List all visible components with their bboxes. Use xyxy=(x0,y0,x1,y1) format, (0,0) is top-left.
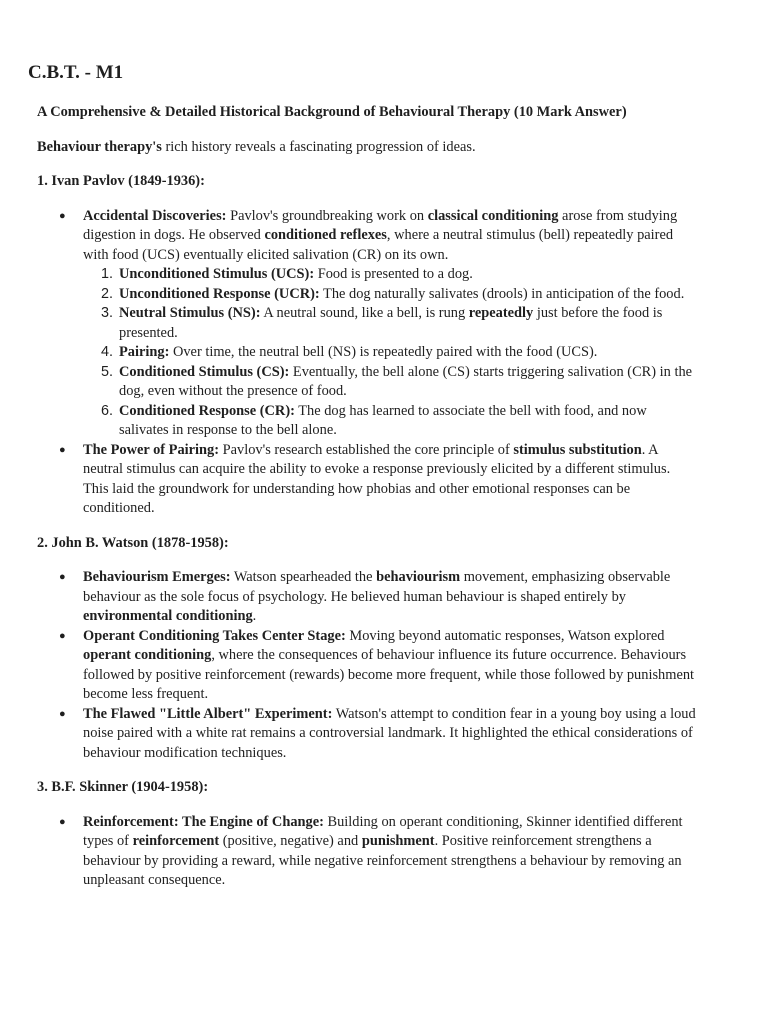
sections-container xyxy=(37,172,697,891)
bullet-label: Behaviourism Emerges: xyxy=(83,569,231,585)
text-run: Eventually, the bell alone (CS) starts triggering salivation (CR) in the dog, even without the presence of food. xyxy=(119,363,693,399)
numbered-steps xyxy=(83,265,697,441)
text-run: . A neutral stimulus can acquire the ability to evoke a response previously elicited by a different stimulus. This laid the groundwork for understanding how phobias and other emotional responses can be conditioned. xyxy=(83,441,671,516)
step-item xyxy=(83,304,697,343)
bullet-list xyxy=(37,813,697,891)
bold-term: classical conditioning xyxy=(427,207,559,224)
intro-text: rich history reveals a fascinating progression of ideas. xyxy=(161,138,476,155)
text-run: . Positive reinforcement strengthens a behaviour by providing a reward, while negative reinforcement strengthens a behaviour by removing an unpleasant consequence. xyxy=(83,833,682,888)
bold-term: environmental conditioning xyxy=(83,608,253,624)
bullet-item xyxy=(37,627,697,705)
step-number: 1. xyxy=(100,266,113,282)
text-run: Pavlov's groundbreaking work on xyxy=(226,207,428,224)
text-run: (positive, negative) and xyxy=(219,833,362,849)
bold-term: stimulus substitution xyxy=(513,441,642,458)
step-number: 4. xyxy=(100,344,113,360)
step-number: 3. xyxy=(100,305,113,321)
text-run: The dog has learned to associate the bell with food, and now salivates in response to the bell alone. xyxy=(119,402,647,438)
text-run: A neutral sound, like a bell, is rung xyxy=(260,305,469,321)
bullet-list xyxy=(37,207,697,519)
bullet-item xyxy=(37,207,697,441)
text-run: Building on operant conditioning, Skinner identified different types of xyxy=(83,813,683,849)
text-run: Moving beyond automatic responses, Watson explored xyxy=(345,627,665,644)
text-run: Food is presented to a dog. xyxy=(314,266,473,282)
bullet-item xyxy=(37,705,697,764)
document-body xyxy=(37,103,697,906)
text-run: movement, emphasizing observable behaviour as the sole focus of psychology. He believed human behaviour is shaped entirely by xyxy=(83,569,671,605)
bold-term: reinforcement xyxy=(132,833,220,849)
bullet-item xyxy=(37,441,697,519)
step-label: Unconditioned Stimulus (UCS): xyxy=(119,266,315,282)
bullet-list xyxy=(37,568,697,763)
document-title: C.B.T. - M1 xyxy=(28,62,124,83)
bullet-label: Operant Conditioning Takes Center Stage: xyxy=(83,627,346,644)
step-number: 2. xyxy=(100,285,113,302)
step-number: 5. xyxy=(100,363,113,380)
bullet-label: Accidental Discoveries: xyxy=(83,207,227,224)
step-item xyxy=(83,285,697,305)
intro-paragraph xyxy=(37,138,697,158)
bullet-item xyxy=(37,568,697,627)
step-label: Neutral Stimulus (NS): xyxy=(119,305,261,321)
step-number: 6. xyxy=(100,402,113,419)
bold-term: repeatedly xyxy=(468,305,534,321)
text-run: just before the food is presented. xyxy=(119,305,663,341)
text-run: Watson's attempt to condition fear in a young boy using a loud noise paired with a white rat remains a controversial landmark. It highlighted the ethical considerations of behaviour modification techniques. xyxy=(83,705,696,761)
text-run: , where a neutral stimulus (bell) repeatedly paired with food (UCS) eventually elicited salivation (CR) on its own. xyxy=(83,227,674,263)
step-item xyxy=(83,402,697,441)
text-run: The dog naturally salivates (drools) in anticipation of the food. xyxy=(319,285,685,302)
step-item xyxy=(83,265,697,285)
intro-bold-term: Behaviour therapy's xyxy=(37,138,162,155)
bullet-label: Reinforcement: The Engine of Change: xyxy=(83,813,324,830)
step-item xyxy=(83,363,697,402)
section-heading: 1. Ivan Pavlov (1849-1936): xyxy=(37,173,205,189)
step-label: Unconditioned Response (UCR): xyxy=(119,285,320,302)
bullet-label: The Power of Pairing: xyxy=(83,441,220,458)
step-item xyxy=(83,343,697,363)
text-run: arose from studying digestion in dogs. He observed xyxy=(83,207,678,243)
text-run: . xyxy=(252,608,257,624)
text-run: Pavlov's research established the core principle of xyxy=(219,441,514,458)
bold-term: operant conditioning xyxy=(83,647,212,663)
step-label: Conditioned Stimulus (CS): xyxy=(119,363,290,380)
bullet-item xyxy=(37,813,697,891)
step-label: Conditioned Response (CR): xyxy=(119,402,295,419)
text-run: Over time, the neutral bell (NS) is repeatedly paired with the food (UCS). xyxy=(169,344,598,360)
text-run: Watson spearheaded the xyxy=(230,569,377,585)
section-heading: 3. B.F. Skinner (1904-1958): xyxy=(37,779,209,795)
bold-term: behaviourism xyxy=(376,569,461,585)
text-run: , where the consequences of behaviour influence its future occurrence. Behaviours followed by positive reinforcement (rewards) become more frequent, while those followed by punishment become less frequent. xyxy=(83,647,695,702)
bold-term: punishment xyxy=(361,833,435,849)
section-heading: 2. John B. Watson (1878-1958): xyxy=(37,534,229,551)
step-label: Pairing: xyxy=(119,344,170,360)
bold-term: conditioned reflexes xyxy=(264,227,387,243)
document-subtitle: A Comprehensive & Detailed Historical Background of Behavioural Therapy (10 Mark Answer) xyxy=(37,104,627,120)
bullet-label: The Flawed "Little Albert" Experiment: xyxy=(83,705,333,722)
